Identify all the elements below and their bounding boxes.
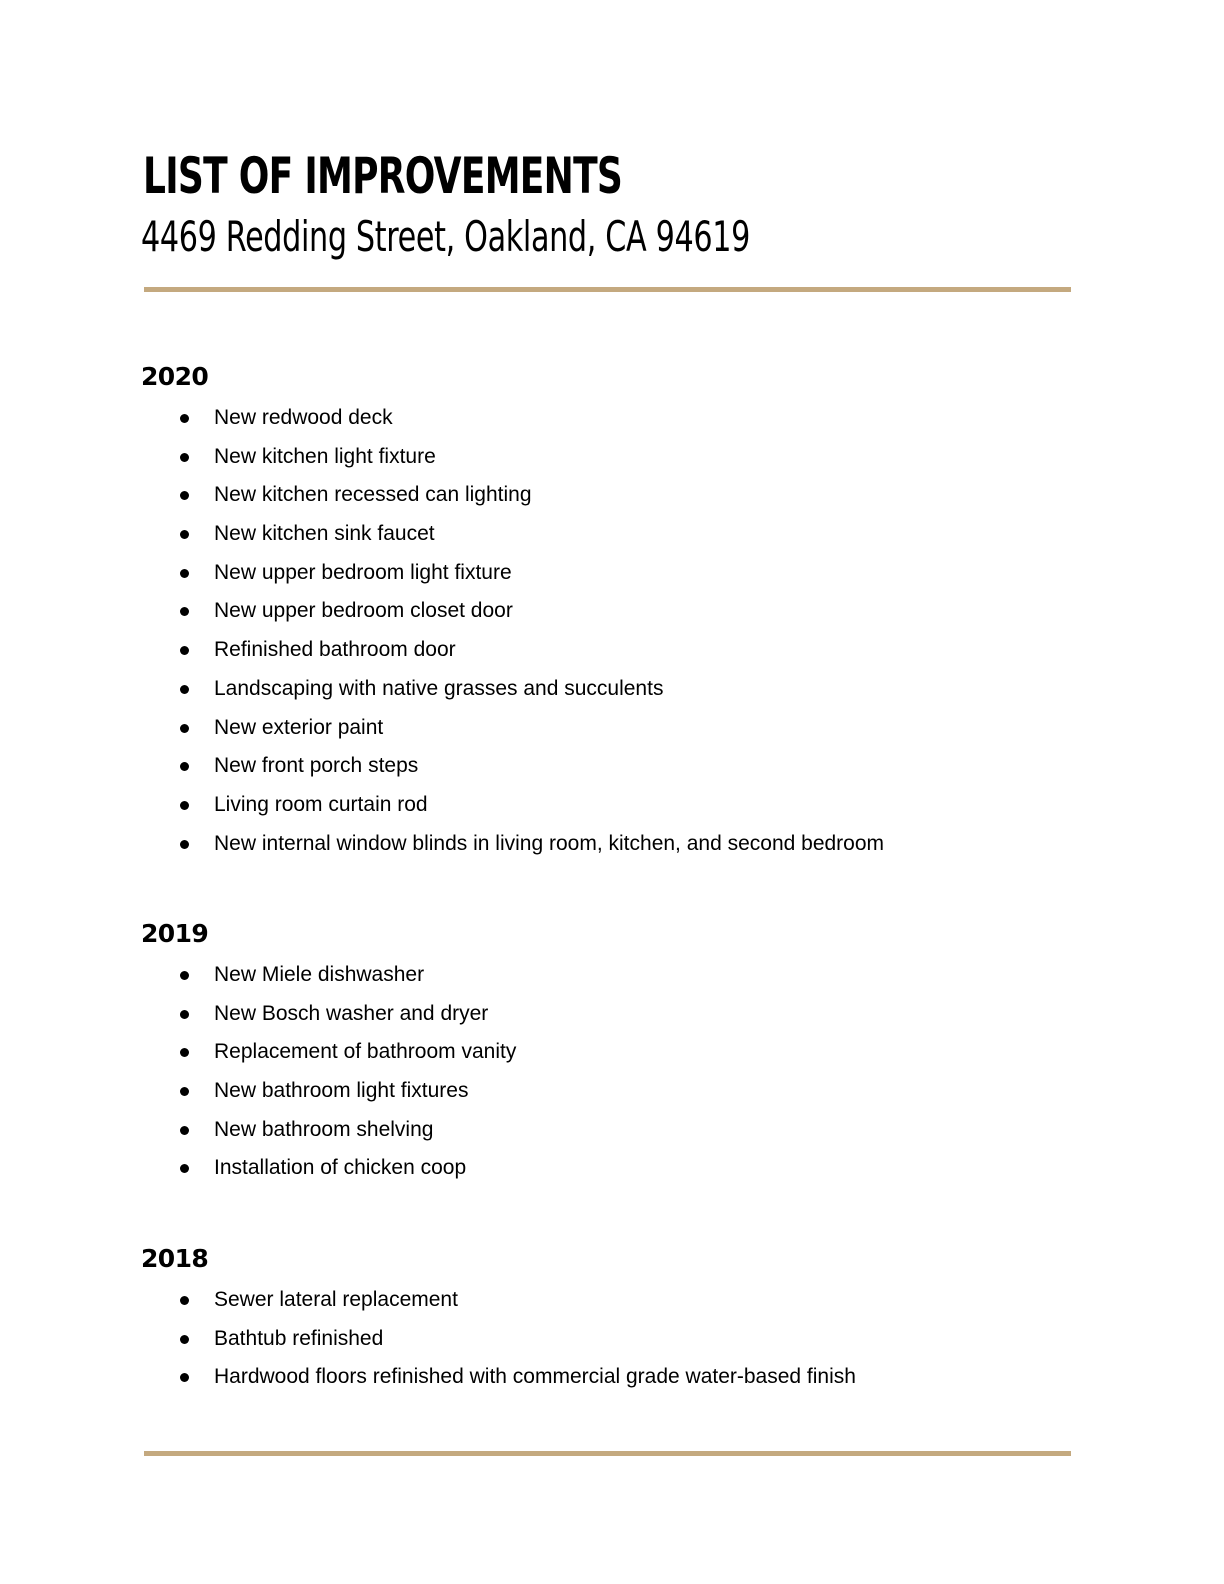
- list-item-text: Installation of chicken coop: [214, 1156, 467, 1180]
- property-address: 4469 Redding Street, Oakland, CA 94619: [141, 212, 751, 261]
- bullet-icon: [180, 840, 189, 849]
- year-section-2018: [141, 1242, 1081, 1397]
- bullet-icon: [180, 414, 189, 423]
- list-item: [141, 995, 1081, 1034]
- bullet-icon: [180, 762, 189, 771]
- bullet-icon: [180, 569, 189, 578]
- document-title: LIST OF IMPROVEMENTS: [143, 147, 623, 205]
- list-item: [141, 1358, 1081, 1397]
- list-item-text: Replacement of bathroom vanity: [214, 1040, 517, 1064]
- list-item-text: New upper bedroom light fixture: [214, 560, 512, 584]
- list-item-text: Hardwood floors refinished with commercial grade water-based finish: [214, 1365, 856, 1389]
- bullet-icon: [180, 971, 189, 980]
- bullet-icon: [180, 453, 189, 462]
- year-heading: 2019: [141, 919, 209, 948]
- list-item-text: New exterior paint: [214, 715, 384, 739]
- list-item: [141, 592, 1081, 631]
- list-item: [141, 631, 1081, 670]
- list-item: [141, 554, 1081, 593]
- bullet-icon: [180, 1087, 189, 1096]
- list-item: [141, 747, 1081, 786]
- year-section-2019: [141, 917, 1081, 1188]
- bullet-icon: [180, 607, 189, 616]
- top-divider: [144, 287, 1071, 292]
- list-item-text: New upper bedroom closet door: [214, 599, 513, 623]
- list-item-text: New kitchen recessed can lighting: [214, 483, 532, 507]
- improvement-list: [141, 399, 1081, 863]
- list-item-text: New front porch steps: [214, 754, 419, 778]
- list-item: [141, 515, 1081, 554]
- list-item: [141, 670, 1081, 709]
- list-item: [141, 1149, 1081, 1188]
- list-item: [141, 709, 1081, 748]
- list-item-text: Living room curtain rod: [214, 792, 428, 816]
- bullet-icon: [180, 1296, 189, 1305]
- list-item: [141, 1111, 1081, 1150]
- bullet-icon: [180, 1010, 189, 1019]
- bullet-icon: [180, 801, 189, 810]
- bullet-icon: [180, 1048, 189, 1057]
- improvement-list: [141, 1281, 1081, 1397]
- list-item-text: New kitchen sink faucet: [214, 522, 435, 546]
- list-item: [141, 786, 1081, 825]
- bullet-icon: [180, 685, 189, 694]
- bullet-icon: [180, 1373, 189, 1382]
- bullet-icon: [180, 491, 189, 500]
- list-item-text: New internal window blinds in living room, kitchen, and second bedroom: [214, 831, 885, 855]
- list-item: [141, 438, 1081, 477]
- list-item: [141, 1072, 1081, 1111]
- list-item: [141, 956, 1081, 995]
- bullet-icon: [180, 1335, 189, 1344]
- list-item-text: New Bosch washer and dryer: [214, 1001, 489, 1025]
- year-section-2020: [141, 360, 1081, 863]
- bullet-icon: [180, 530, 189, 539]
- list-item-text: Landscaping with native grasses and succulents: [214, 676, 664, 700]
- list-item-text: New bathroom shelving: [214, 1117, 434, 1141]
- list-item-text: New bathroom light fixtures: [214, 1079, 469, 1103]
- list-item: [141, 1320, 1081, 1359]
- list-item: [141, 1281, 1081, 1320]
- list-item: [141, 399, 1081, 438]
- bullet-icon: [180, 646, 189, 655]
- bullet-icon: [180, 724, 189, 733]
- list-item-text: New kitchen light fixture: [214, 444, 436, 468]
- list-item: [141, 476, 1081, 515]
- list-item-text: New Miele dishwasher: [214, 963, 425, 986]
- list-item-text: Refinished bathroom door: [214, 638, 456, 662]
- list-item: [141, 825, 1081, 864]
- list-item-text: New redwood deck: [214, 406, 393, 429]
- improvement-list: [141, 956, 1081, 1188]
- bottom-divider: [144, 1451, 1071, 1456]
- year-heading: 2018: [141, 1244, 209, 1273]
- list-item-text: Sewer lateral replacement: [214, 1288, 458, 1311]
- list-item: [141, 1033, 1081, 1072]
- bullet-icon: [180, 1164, 189, 1173]
- bullet-icon: [180, 1126, 189, 1135]
- list-item-text: Bathtub refinished: [214, 1326, 384, 1350]
- year-heading: 2020: [141, 362, 209, 391]
